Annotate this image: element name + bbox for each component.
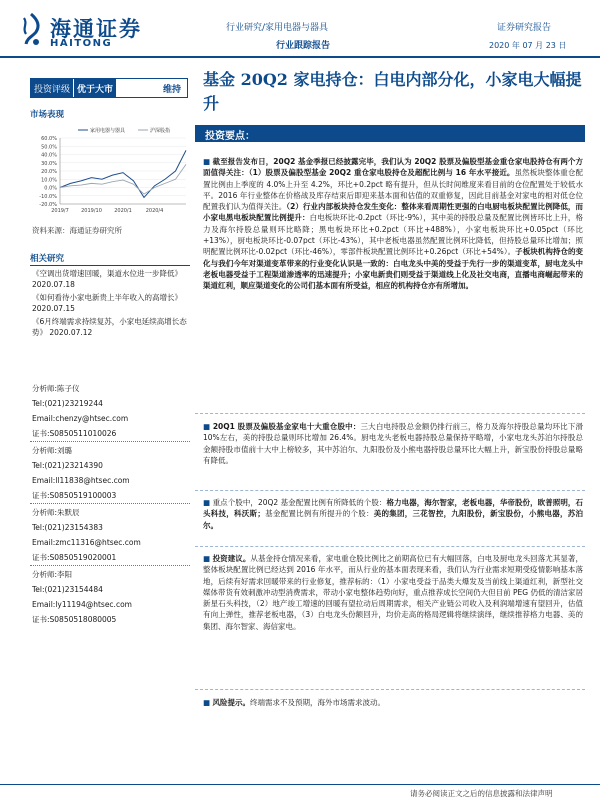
analyst-email[interactable]: Email:ly11194@htsec.com: [32, 600, 132, 609]
y-tick-label: 20.0%: [41, 169, 57, 175]
y-tick-label: 10.0%: [41, 177, 57, 184]
paragraph-fund-holdings: ■ 截至报告发布日，20Q2 基金季报已经披露完毕，我们认为 20Q2 股票及偏股型基金重仓家电股持仓有两个方面值得关注：（1）股票及偏股型基金 20Q2 重仓家电股持仓及超配比例与 16 年水平接近。虽然板块整体重仓配置比例由上季度的 4.0%上升至 4.2%，环比+0.2pct 略有提升，但从长时间维度来看目前的仓位配置处于较低水平。2016 年行业整体在价格战及库存结束后即迎来基本面和估值的双重修复，因此目前基金对家电的相对低仓位配置我们认为值得关注。（2）行业内部板块持仓发生变化：整体来看周期性更强的白电厨电板块配置比例降低，而小家电黑电板块配置比例提升：白电板块环比-0.2pct（环比-9%），其中美的持股总量及配置比例皆环比上升，格力及海尔持股总量则环比略降；黑电板块环比+0.2pct（环比+488%），小家电板块环比+0.05pct（环比+13%），厨电板块环比-0.07pct（环比-43%），其中老板电器虽然配置比例环比降低，但持股总量环比增加；照明配置比例环比-0.02pct（环比-46%），零部件板块配置比例环比+0.26pct（环比+54%）。子板块机构持仓的变化与我们今年对渠道变革带来的行业变化认识是一致的：白电龙头中美的受益于先行一步的渠道变革，厨电龙头中老板电器受益于工程渠道渗透率的迅速提升；小家电新贵们则受益于渠道线上化及社交电商，直播电商崛起带来的渠道红利，顺应渠道变化的公司们基本面有所受益，相应的机构持仓亦有所增加。: [203, 157, 584, 291]
legend-label: 家用电器与器具: [90, 128, 126, 134]
rating-action: 维持: [162, 84, 181, 95]
bullet-icon: ■: [203, 698, 213, 707]
report-label: 证券研究报告: [497, 23, 552, 33]
analyst-divider: [30, 503, 190, 504]
bullet-icon: ■: [203, 554, 213, 563]
analyst-email[interactable]: Email:zmc11316@htsec.com: [32, 538, 141, 547]
related-heading: 相关研究: [30, 254, 65, 264]
investment-rating: [30, 78, 188, 98]
x-tick-label: 2020/1: [114, 208, 132, 214]
bullet-icon: ■: [203, 498, 213, 507]
analyst-block-4: 分析师:李阳 Tel:(021)23154484 Email:ly11194@htsec.com 证书:S0850518080005: [32, 567, 188, 627]
footer-disclaimer: 请务必阅读正文之后的信息披露和法律声明: [410, 789, 553, 798]
header-divider: [0, 56, 600, 58]
key-points-label: 投资要点：: [205, 131, 255, 142]
analyst-block-2: 分析师:刘璐 Tel:(021)23214390 Email:ll11838@htsec.com 证书:S0850519100003: [32, 443, 188, 503]
market-heading: 市场表现: [30, 110, 65, 120]
footer-divider: [0, 784, 600, 785]
logo-chinese: 海通证券: [50, 16, 142, 41]
bullet-icon: ■: [203, 422, 213, 431]
report-title: 基金 20Q2 家电持仓：白电内部分化，小家电大幅提升: [203, 70, 582, 113]
x-tick-label: 2020/4: [145, 208, 164, 214]
paragraph-risk: ■ 风险提示。终端需求不及预期，海外市场需求波动。: [203, 698, 385, 707]
analyst-block-3: 分析师:朱默辰 Tel:(021)23154383 Email:zmc11316@htsec.com 证书:S0850519020001: [32, 505, 188, 565]
y-tick-label: 50.0%: [41, 144, 57, 151]
paragraph-investment-advice: ■ 投资建议。从基金持仓情况来看，家电重仓股比例比之前期高位已有大幅回落，白电及厨电龙头回落尤其显著，整体板块配置比例已经达到 2016 年水平，而从行业的基本面表现来看，我们认为行业需求短期受疫情影响基本落地，后续有好需求回暖带来的行业修复，推荐标的：（1）小家电受益于品类大爆发及当前线上渠道红利，新型社交媒体带货有效刺激冲动型消费需求，带动小家电整体趋势向好，重点推荐成长空间仍大但目前 PEG 仍低的清洁家居新星石头科技，（2）地产竣工增速的回暖有望拉动后周期需求，相关产业链公司收入及利润端增速有望回升，估值有向上弹性，推荐老板电器，（3）白电龙头份额回升，均价走高的格局逻辑将继续演绎，继续推荐格力电器、美的集团、海尔智家、海信家电。: [203, 554, 583, 631]
section-divider: [195, 546, 585, 547]
rating-label: 投资评级: [31, 79, 73, 97]
logo-english: HAITONG: [50, 38, 113, 49]
x-tick-label: 2019/10: [81, 208, 102, 214]
analyst-divider: [30, 441, 190, 442]
legend-label: 沪深股指: [150, 128, 171, 134]
y-tick-label: -20.0%: [39, 202, 57, 208]
haitong-logo-icon: [18, 12, 44, 48]
bullet-icon: ■: [203, 157, 213, 166]
y-tick-label: -10.0%: [39, 193, 57, 200]
section-divider: [195, 689, 585, 690]
analyst-block-1: 分析师:陈子仪 Tel:(021)23219244 Email:chenzy@htsec.com 证书:S0850511010026: [32, 381, 188, 441]
paragraph-key-stocks: ■ 重点个股中，20Q2 基金配置比例有所降低的个股：格力电器，海尔智家，老板电器，华帝股份，欧普照明，石头科技，科沃斯；基金配置比例有所提升的个股：美的集团，三花智控，九阳股份，新宝股份，小熊电器，苏泊尔。: [203, 498, 584, 530]
analyst-email[interactable]: Email:ll11838@htsec.com: [32, 476, 130, 485]
related-rule: [30, 265, 190, 266]
related-item[interactable]: 《空调出货增速回暖，渠道水位进一步降低》 2020.07.18: [32, 269, 182, 289]
y-tick-label: 0.0%: [44, 185, 57, 192]
related-item[interactable]: 《如何看待小家电新贵上半年收入的高增长》 2020.07.15: [32, 293, 182, 313]
section-divider: [195, 490, 585, 491]
section-divider: [195, 413, 585, 414]
series-line-1: [60, 150, 186, 197]
report-category: 行业研究/家用电器与器具: [226, 23, 329, 33]
market-chart: [30, 124, 190, 216]
related-list: [32, 268, 188, 338]
analyst-email[interactable]: Email:chenzy@htsec.com: [32, 414, 129, 423]
rating-value: 优于大市: [73, 79, 116, 97]
y-tick-label: 30.0%: [41, 160, 57, 167]
chart-source: 资料来源：海通证券研究所: [32, 226, 122, 235]
analyst-divider: [30, 565, 190, 566]
y-tick-label: 40.0%: [41, 152, 57, 159]
report-type: 行业跟踪报告: [276, 41, 331, 51]
related-item[interactable]: 《6月终端需求持续复苏，小家电延续高增长态势》 2020.07.12: [32, 317, 187, 337]
y-tick-label: 60.0%: [41, 136, 57, 142]
paragraph-top-holdings: ■ 20Q1 股票及偏股基金家电十大重仓股中：三大白电持股总金额仍排行前三，格力及海尔持股总量均环比下滑 10%左右，美的持股总量则环比增加 26.4%。厨电龙头老板电器持股总量保持平略增，小家电龙头苏泊尔持股总金额持股市值前十大中上榜较多，其中苏泊尔、九阳股份及小熊电器持股总量环比大幅上升，新宝股份持股总量略有降低。: [203, 422, 583, 465]
report-date: 2020 年 07 月 23 日: [489, 41, 567, 50]
x-tick-label: 2019/7: [51, 208, 69, 214]
